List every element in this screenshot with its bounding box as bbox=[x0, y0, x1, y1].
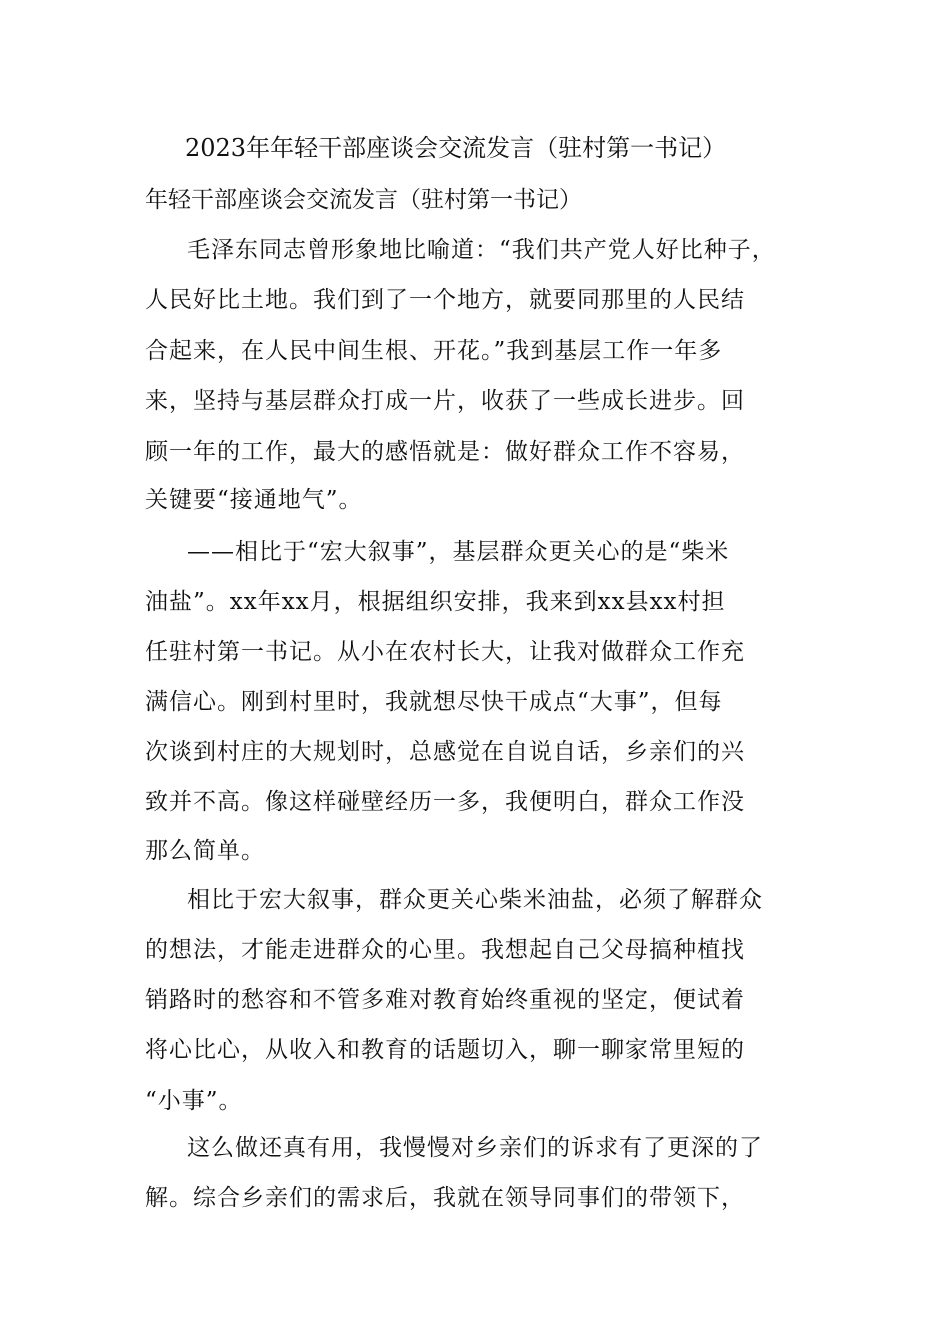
paragraph-line: “小事”。 bbox=[145, 1088, 243, 1114]
paragraph-line: 的想法，才能走进群众的心里。我想起自己父母搞种植找 bbox=[145, 937, 745, 963]
paragraph-line: 销路时的愁容和不管多难对教育始终重视的坚定，便试着 bbox=[145, 987, 745, 1013]
paragraph-line: 毛泽东同志曾形象地比喻道：“我们共产党人好比种子， bbox=[187, 237, 776, 263]
paragraph-line: 致并不高。像这样碰壁经历一多，我便明白，群众工作没 bbox=[145, 789, 745, 815]
paragraph-line: 来，坚持与基层群众打成一片，收获了一些成长进步。回 bbox=[145, 388, 745, 414]
paragraph-line: 将心比心，从收入和教育的话题切入，聊一聊家常里短的 bbox=[145, 1037, 745, 1063]
paragraph-line: 关键要“接通地气”。 bbox=[145, 487, 363, 513]
paragraph-line: ——相比于“宏大叙事”，基层群众更关心的是“柴米 bbox=[187, 539, 730, 565]
document-title: 2023年年轻干部座谈会交流发言（驻村第一书记） bbox=[185, 134, 727, 162]
paragraph-line: 油盐”。xx年xx月，根据组织安排，我来到xx县xx村担 bbox=[145, 589, 726, 615]
paragraph-line: 次谈到村庄的大规划时，总感觉在自说自话，乡亲们的兴 bbox=[145, 739, 745, 765]
paragraph-line: 解。综合乡亲们的需求后，我就在领导同事们的带领下， bbox=[145, 1185, 745, 1211]
paragraph-line: 合起来，在人民中间生根、开花。”我到基层工作一年多 bbox=[145, 338, 723, 364]
paragraph-line: 这么做还真有用，我慢慢对乡亲们的诉求有了更深的了 bbox=[187, 1135, 763, 1161]
paragraph-line: 相比于宏大叙事，群众更关心柴米油盐，必须了解群众 bbox=[187, 887, 763, 913]
document-subtitle: 年轻干部座谈会交流发言（驻村第一书记） bbox=[145, 187, 582, 213]
paragraph-line: 任驻村第一书记。从小在农村长大，让我对做群众工作充 bbox=[145, 639, 745, 665]
paragraph-line: 那么简单。 bbox=[145, 838, 265, 864]
paragraph-line: 满信心。刚到村里时，我就想尽快干成点“大事”，但每 bbox=[145, 689, 723, 715]
paragraph-line: 顾一年的工作，最大的感悟就是：做好群众工作不容易， bbox=[145, 439, 745, 465]
paragraph-line: 人民好比土地。我们到了一个地方，就要同那里的人民结 bbox=[145, 287, 745, 313]
